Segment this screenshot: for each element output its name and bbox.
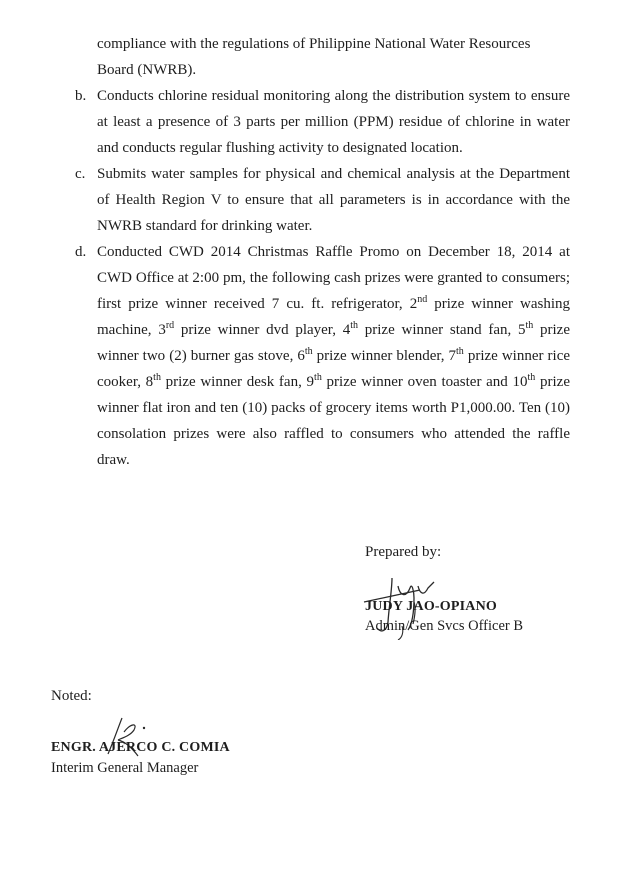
noted-label: Noted: xyxy=(51,688,92,704)
ordinal-suffix: th xyxy=(153,372,161,383)
ordinal-suffix: th xyxy=(527,372,536,383)
manager-signature xyxy=(100,714,160,764)
raffle-text: prize winner desk fan, 9 xyxy=(160,374,315,390)
manager-name: ENGR. AJERCO C. COMIA xyxy=(51,740,230,755)
list-item-text xyxy=(97,239,570,473)
ordinal-suffix: th xyxy=(525,320,534,331)
list-item-text: Submits water samples for physical and chemical analysis at the Department of Health Region V to ensure that all parameters is in accordance with the NWRB standard for drinking water. xyxy=(97,166,570,234)
list-marker: b. xyxy=(75,88,87,104)
raffle-text: prize winner stand fan, 5 xyxy=(358,322,526,338)
list-marker: d. xyxy=(75,244,87,260)
continuation-paragraph: compliance with the regulations of Philippine National Water Resources Board (NWRB). xyxy=(97,36,531,78)
list-item-text: Conducts chlorine residual monitoring along the distribution system to ensure at least a presence of 3 parts per million (PPM) residue of chlorine in water and conducts regular flushing activity to designated location. xyxy=(97,88,570,156)
list-item-c xyxy=(75,161,570,239)
raffle-text: prize winner rice cooker, 8 xyxy=(97,348,571,390)
ordinal-suffix: rd xyxy=(165,320,175,331)
raffle-text: prize winner flat iron and ten (10) packs of grocery items worth P1,000.00. Ten (10) consolation prizes were also raffled to consumers who attended the raffle draw. xyxy=(97,374,571,468)
ordinal-suffix: th xyxy=(304,346,313,357)
ordinal-suffix: th xyxy=(314,372,322,383)
raffle-text: prize winner two (2) burner gas stove, 6 xyxy=(97,322,571,364)
raffle-text: prize winner blender, 7 xyxy=(312,348,457,364)
ordinal-suffix: th xyxy=(350,320,358,331)
prepared-by-label: Prepared by: xyxy=(365,544,442,560)
raffle-text: prize winner oven toaster and 10 xyxy=(321,374,528,390)
raffle-text: Conducted CWD 2014 Christmas Raffle Promo on December 18, 2014 at CWD Office at 2:00 pm, the following cash prizes were granted to consumers; first prize winner received 7 cu. ft. refrigerator, 2 xyxy=(97,244,570,312)
raffle-text: prize winner washing machine, 3 xyxy=(97,296,570,338)
list-item-b xyxy=(75,83,570,161)
list-marker: c. xyxy=(75,166,86,182)
manager-title: Interim General Manager xyxy=(51,760,199,776)
raffle-text: prize winner dvd player, 4 xyxy=(174,322,351,338)
preparer-title: Admin/Gen Svcs Officer B xyxy=(365,618,523,634)
list-item-d xyxy=(75,239,570,473)
preparer-name: JUDY JAO-OPIANO xyxy=(365,599,497,614)
ordinal-suffix: nd xyxy=(417,294,428,305)
ordinal-suffix: th xyxy=(456,346,464,357)
